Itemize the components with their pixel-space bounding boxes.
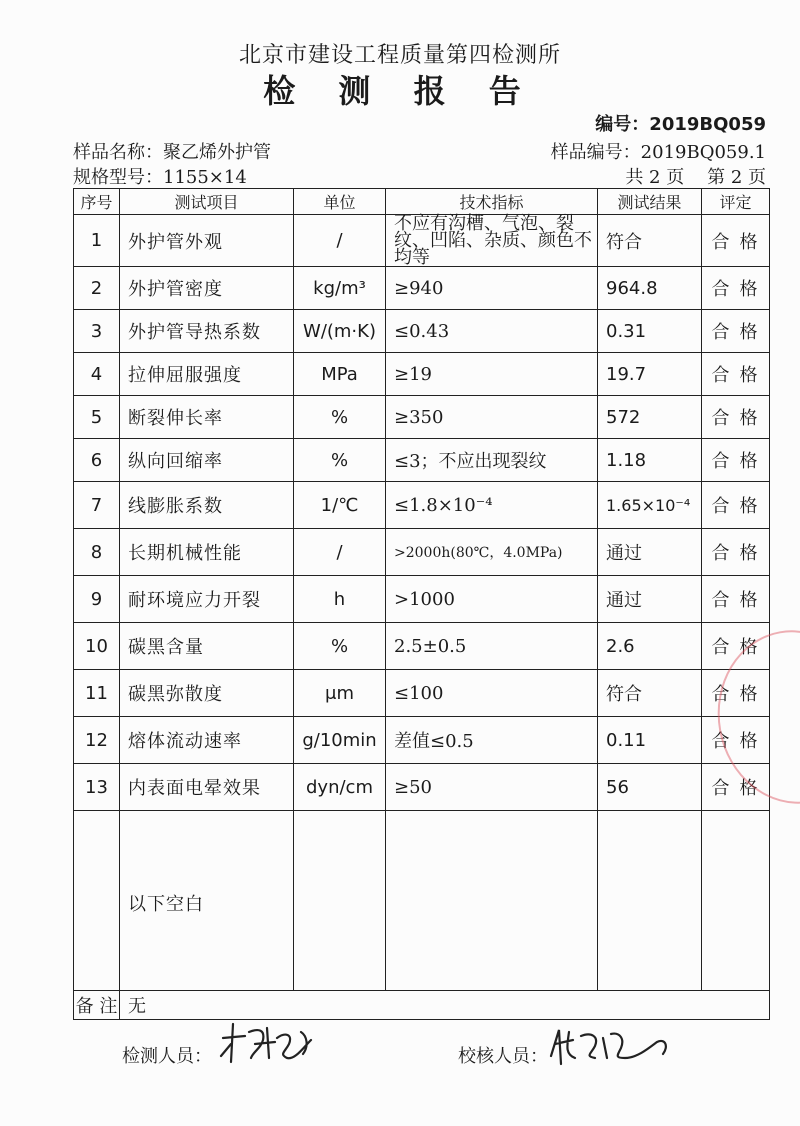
row-unit: % bbox=[294, 439, 386, 482]
row-spec: 2.5±0.5 bbox=[386, 623, 598, 670]
row-index: 7 bbox=[74, 482, 120, 529]
row-evaluation: 合格 bbox=[702, 576, 770, 623]
row-index: 8 bbox=[74, 529, 120, 576]
row-spec: ≥50 bbox=[386, 764, 598, 811]
row-index: 3 bbox=[74, 310, 120, 353]
row-unit: / bbox=[294, 529, 386, 576]
row-spec: ≤3；不应出现裂纹 bbox=[386, 439, 598, 482]
row-result: 56 bbox=[598, 764, 702, 811]
row-index: 11 bbox=[74, 670, 120, 717]
row-evaluation: 合格 bbox=[702, 310, 770, 353]
row-spec: ≤1.8×10⁻⁴ bbox=[386, 482, 598, 529]
row-index: 5 bbox=[74, 396, 120, 439]
row-result: 通过 bbox=[598, 529, 702, 576]
row-spec: ≥940 bbox=[386, 267, 598, 310]
table-row bbox=[74, 529, 770, 576]
remark-label: 备 注 bbox=[74, 991, 120, 1020]
row-unit: % bbox=[294, 396, 386, 439]
row-unit: g/10min bbox=[294, 717, 386, 764]
row-spec: ≤100 bbox=[386, 670, 598, 717]
tester-signature bbox=[215, 1018, 325, 1066]
row-result: 1.18 bbox=[598, 439, 702, 482]
row-evaluation: 合格 bbox=[702, 623, 770, 670]
row-item: 耐环境应力开裂 bbox=[120, 576, 294, 623]
header-item: 测试项目 bbox=[120, 189, 294, 215]
row-item: 碳黑含量 bbox=[120, 623, 294, 670]
test-results-table bbox=[73, 188, 770, 1020]
row-unit: h bbox=[294, 576, 386, 623]
row-index: 2 bbox=[74, 267, 120, 310]
blank-cell bbox=[74, 811, 120, 991]
org-name: 北京市建设工程质量第四检测所 bbox=[238, 43, 561, 68]
header-index: 序号 bbox=[74, 189, 120, 215]
report-number: 编号：2019BQ059 bbox=[595, 114, 766, 135]
page-indicator: 共 2 页 第 2 页 bbox=[625, 167, 766, 188]
row-evaluation: 合格 bbox=[702, 267, 770, 310]
row-item: 熔体流动速率 bbox=[120, 717, 294, 764]
row-result: 0.31 bbox=[598, 310, 702, 353]
row-evaluation: 合格 bbox=[702, 439, 770, 482]
row-evaluation: 合格 bbox=[702, 529, 770, 576]
row-evaluation: 合格 bbox=[702, 670, 770, 717]
checker-signature bbox=[545, 1022, 675, 1068]
table-row bbox=[74, 670, 770, 717]
row-spec: ≤0.43 bbox=[386, 310, 598, 353]
row-item: 纵向回缩率 bbox=[120, 439, 294, 482]
row-evaluation: 合格 bbox=[702, 353, 770, 396]
table-row bbox=[74, 482, 770, 529]
row-spec: ≥19 bbox=[386, 353, 598, 396]
row-item: 拉伸屈服强度 bbox=[120, 353, 294, 396]
row-index: 6 bbox=[74, 439, 120, 482]
row-result: 1.65×10⁻⁴ bbox=[598, 482, 702, 529]
checker-label: 校核人员： bbox=[458, 1046, 548, 1067]
blank-row bbox=[74, 811, 770, 991]
row-item: 外护管外观 bbox=[120, 215, 294, 267]
row-evaluation: 合格 bbox=[702, 764, 770, 811]
row-index: 1 bbox=[74, 215, 120, 267]
row-result: 符合 bbox=[598, 215, 702, 267]
remark-value: 无 bbox=[120, 991, 770, 1020]
header-unit: 单位 bbox=[294, 189, 386, 215]
row-spec: >2000h(80℃，4.0MPa) bbox=[386, 529, 598, 576]
table-row bbox=[74, 215, 770, 267]
table-header-row bbox=[74, 189, 770, 215]
row-index: 9 bbox=[74, 576, 120, 623]
row-index: 10 bbox=[74, 623, 120, 670]
row-unit: / bbox=[294, 215, 386, 267]
row-unit: 1/℃ bbox=[294, 482, 386, 529]
row-evaluation: 合格 bbox=[702, 717, 770, 764]
row-item: 线膨胀系数 bbox=[120, 482, 294, 529]
row-item: 外护管导热系数 bbox=[120, 310, 294, 353]
table-row bbox=[74, 439, 770, 482]
row-result: 2.6 bbox=[598, 623, 702, 670]
row-result: 0.11 bbox=[598, 717, 702, 764]
row-item: 内表面电晕效果 bbox=[120, 764, 294, 811]
row-result: 符合 bbox=[598, 670, 702, 717]
row-result: 通过 bbox=[598, 576, 702, 623]
row-item: 外护管密度 bbox=[120, 267, 294, 310]
table-row bbox=[74, 267, 770, 310]
table-row bbox=[74, 310, 770, 353]
sample-number: 样品编号：2019BQ059.1 bbox=[550, 142, 766, 163]
sample-name: 样品名称：聚乙烯外护管 bbox=[73, 142, 271, 163]
row-unit: W/(m·K) bbox=[294, 310, 386, 353]
row-index: 4 bbox=[74, 353, 120, 396]
table-row bbox=[74, 764, 770, 811]
row-item: 长期机械性能 bbox=[120, 529, 294, 576]
row-evaluation: 合格 bbox=[702, 215, 770, 267]
row-index: 13 bbox=[74, 764, 120, 811]
tester-label: 检测人员： bbox=[122, 1046, 212, 1067]
blank-cell bbox=[598, 811, 702, 991]
table-row bbox=[74, 353, 770, 396]
row-spec: >1000 bbox=[386, 576, 598, 623]
row-spec: 差值≤0.5 bbox=[386, 717, 598, 764]
spec-model: 规格型号：1155×14 bbox=[73, 167, 247, 188]
blank-cell bbox=[294, 811, 386, 991]
row-spec: 不应有沟槽、气泡、裂纹、凹陷、杂质、颜色不均等 bbox=[386, 215, 598, 267]
remark-row bbox=[74, 991, 770, 1020]
row-unit: kg/m³ bbox=[294, 267, 386, 310]
row-unit: MPa bbox=[294, 353, 386, 396]
row-item: 碳黑弥散度 bbox=[120, 670, 294, 717]
row-evaluation: 合格 bbox=[702, 482, 770, 529]
row-result: 572 bbox=[598, 396, 702, 439]
blank-note: 以下空白 bbox=[120, 811, 294, 991]
header-evaluation: 评定 bbox=[702, 189, 770, 215]
blank-cell bbox=[702, 811, 770, 991]
row-evaluation: 合格 bbox=[702, 396, 770, 439]
row-result: 19.7 bbox=[598, 353, 702, 396]
row-item: 断裂伸长率 bbox=[120, 396, 294, 439]
table-row bbox=[74, 717, 770, 764]
table-row bbox=[74, 396, 770, 439]
row-index: 12 bbox=[74, 717, 120, 764]
header-spec: 技术指标 bbox=[386, 189, 598, 215]
row-spec: ≥350 bbox=[386, 396, 598, 439]
row-unit: dyn/cm bbox=[294, 764, 386, 811]
blank-cell bbox=[386, 811, 598, 991]
header-result: 测试结果 bbox=[598, 189, 702, 215]
row-result: 964.8 bbox=[598, 267, 702, 310]
report-title: 检 测 报 告 bbox=[263, 72, 537, 110]
row-unit: % bbox=[294, 623, 386, 670]
row-unit: μm bbox=[294, 670, 386, 717]
table-row bbox=[74, 623, 770, 670]
table-row bbox=[74, 576, 770, 623]
